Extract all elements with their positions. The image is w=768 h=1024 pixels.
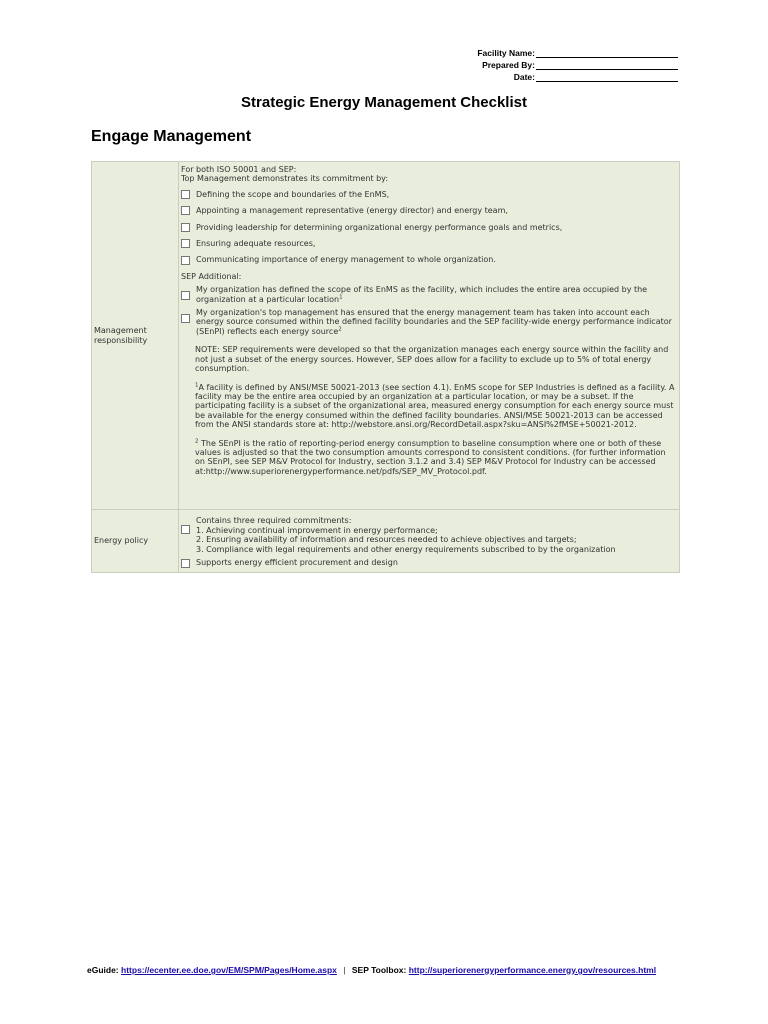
- footnote-ref: 1: [339, 294, 343, 300]
- checklist-item: [181, 255, 676, 264]
- prepared-by-label: Prepared By:: [482, 60, 535, 70]
- footnote-2: [195, 439, 676, 477]
- commitment-line: 1. Achieving continual improvement in energy performance;: [196, 525, 438, 535]
- checklist-item-label: [196, 308, 676, 336]
- footer: [87, 965, 656, 975]
- checkbox[interactable]: [181, 525, 190, 534]
- row-label: Management responsibility: [92, 162, 179, 509]
- row-content: [179, 162, 679, 509]
- checklist-item-label: [196, 285, 676, 304]
- footnote-marker: 2: [195, 437, 199, 444]
- checklist-item-label: Ensuring adequate resources,: [196, 239, 316, 249]
- checklist-item: [181, 308, 676, 336]
- checkbox[interactable]: [181, 239, 190, 248]
- sep-item-text: My organization has defined the scope of its EnMS as the facility, which includes the entire area occupied by the organization at a particular location: [196, 285, 648, 304]
- checklist-item-label: Providing leadership for determining organizational energy performance goals and metrics,: [196, 222, 563, 232]
- prepared-by-field[interactable]: [438, 58, 678, 70]
- intro-text: Top Management demonstrates its commitment by:: [181, 174, 389, 184]
- facility-name-label: Facility Name:: [477, 48, 535, 58]
- checklist-item: [181, 190, 676, 199]
- date-label: Date:: [513, 72, 535, 82]
- checklist-item: [181, 206, 676, 215]
- date-line[interactable]: [536, 72, 678, 82]
- commitments-list: [196, 513, 616, 554]
- footnote-ref: 2: [338, 326, 342, 333]
- toolbox-link[interactable]: http://superiorenergyperformance.energy.gov/resources.html: [408, 965, 657, 975]
- commitment-line: 3. Compliance with legal requirements and other energy requirements subscribed to by the organization: [196, 544, 616, 554]
- checkbox[interactable]: [181, 559, 190, 568]
- eguide-label: eGuide:: [87, 965, 119, 975]
- date-field[interactable]: [438, 70, 678, 82]
- energy-policy-row: [92, 510, 679, 572]
- sep-item-text: My organization's top management has ensured that the energy management team has taken into account each energy source consumed within the defined facility boundaries and the SEP facility-wide energy performance indicator (SEnPI) reflects each energy source: [196, 308, 672, 336]
- checklist-item: [181, 239, 676, 248]
- checklist-item: [181, 285, 676, 304]
- checklist-item: [181, 513, 676, 554]
- checkbox[interactable]: [181, 291, 190, 300]
- checkbox[interactable]: [181, 190, 190, 199]
- toolbox-label: SEP Toolbox:: [351, 965, 407, 975]
- checklist-item-label: Communicating importance of energy management to whole organization.: [196, 255, 496, 265]
- section-title: Engage Management: [91, 128, 252, 145]
- checklist-item-label: Supports energy efficient procurement and design: [196, 558, 398, 568]
- checklist-item: [181, 558, 676, 567]
- management-responsibility-row: [92, 162, 679, 510]
- checkbox[interactable]: [181, 206, 190, 215]
- prepared-by-line[interactable]: [536, 60, 678, 70]
- facility-name-line[interactable]: [536, 48, 678, 58]
- row-label: Energy policy: [92, 510, 179, 572]
- commitment-line: Contains three required commitments:: [196, 516, 352, 525]
- intro-text: For both ISO 50001 and SEP:: [181, 165, 297, 174]
- commitment-line: 2. Ensuring availability of information and resources needed to achieve objectives and targets;: [196, 535, 577, 545]
- checklist-item: [181, 223, 676, 232]
- checkbox[interactable]: [181, 314, 190, 323]
- footnote-text: The SEnPI is the ratio of reporting-period energy consumption to baseline consumption where one or both of these values is adjusted so that the two consumption amounts correspond to consistent conditions. (for further information on SEnPI, see SEP M&V Protocol for Industry, section 3.1.2 and 3.4) SEP M&V Protocol for Industry can be accessed at:http://www.superiorenergyperformance.net/pdfs/SEP_MV_Protocol.pdf.: [195, 438, 666, 476]
- checklist-table: [91, 161, 680, 573]
- checklist-item-label: Appointing a management representative (energy director) and energy team,: [196, 206, 508, 216]
- footnote-1: [195, 383, 676, 430]
- header-fields: [438, 46, 678, 82]
- eguide-link[interactable]: https://ecenter.ee.doe.gov/EM/SPM/Pages/Home.aspx: [121, 965, 337, 975]
- checkbox[interactable]: [181, 223, 190, 232]
- sep-additional-heading: SEP Additional:: [181, 271, 242, 281]
- document-title: Strategic Energy Management Checklist: [241, 94, 527, 111]
- note-paragraph: NOTE: SEP requirements were developed so that the organization manages each energy source within the facility and not just a subset of the energy sources. However, SEP does allow for a facility to exclude up to 5% of total energy consumption.: [195, 345, 669, 374]
- footer-separator: |: [343, 965, 346, 975]
- facility-name-field[interactable]: [438, 46, 678, 58]
- row-content: [179, 510, 679, 572]
- footnote-marker: 1: [195, 381, 199, 388]
- checkbox[interactable]: [181, 256, 190, 265]
- checklist-item-label: Defining the scope and boundaries of the EnMS,: [196, 189, 390, 199]
- footnote-text: A facility is defined by ANSI/MSE 50021-2013 (see section 4.1). EnMS scope for SEP Industries is defined as a facility. A facility may be the entire area occupied by an organization at a particular location, or may be a subset. If the participating facility is a subset of the organizational area, measured energy consumption for each energy source must be available for the energy consumed within the defined facility boundaries. ANSI/MSE 50021-2013 can be accessed from the ANSI standards store at: http://webstore.ansi.org/RecordDetail.aspx?sku=ANSI%2fMSE+50021-2012.: [195, 382, 675, 430]
